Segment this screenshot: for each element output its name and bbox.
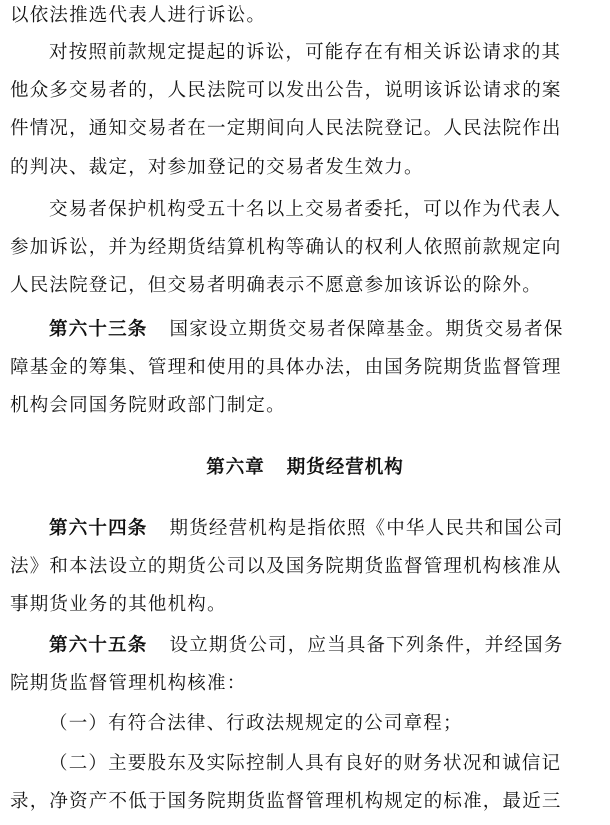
chapter-number: 第六章 — [206, 457, 265, 478]
chapter-heading — [0, 456, 610, 480]
article-paragraph-65 — [49, 634, 602, 658]
text-line: 事期货业务的其他机构。 — [10, 594, 227, 615]
text-line: 国家设立期货交易者保障基金。期货交易者保 — [169, 319, 564, 340]
text-line: 他众多交易者的，人民法院可以发出公告，说明该诉讼请求的案 — [10, 80, 562, 101]
text-line: 法》和本法设立的期货公司以及国务院期货监督管理机构核准从 — [10, 556, 562, 577]
article-number: 第六十三条 — [49, 319, 148, 340]
article-number: 第六十四条 — [49, 518, 148, 539]
text-line: 参加诉讼，并为经期货结算机构等确认的权利人依照前款规定向 — [10, 237, 562, 258]
text-line: 的判决、裁定，对参加登记的交易者发生效力。 — [10, 157, 424, 178]
text-line: 院期货监督管理机构核准： — [10, 673, 247, 694]
text-line: 对按照前款规定提起的诉讼，可能存在有相关诉讼请求的其 — [49, 42, 562, 63]
text-line: 设立期货公司，应当具备下列条件，并经国务 — [169, 635, 564, 656]
text-line: 机构会同国务院财政部门制定。 — [10, 395, 286, 416]
text-line: 障基金的筹集、管理和使用的具体办法，由国务院期货监督管理 — [10, 357, 562, 378]
article-paragraph-64 — [49, 517, 602, 541]
text-line: 件情况，通知交易者在一定期间向人民法院登记。人民法院作出 — [10, 118, 562, 139]
list-item: （二）主要股东及实际控制人具有良好的财务状况和诚信记 — [49, 753, 562, 774]
article-paragraph-63 — [49, 318, 602, 342]
article-number: 第六十五条 — [49, 635, 148, 656]
text-line: 录，净资产不低于国务院期货监督管理机构规定的标准，最近三 — [10, 791, 562, 812]
list-item: （一）有符合法律、行政法规规定的公司章程； — [49, 713, 463, 734]
text-line: 交易者保护机构受五十名以上交易者委托，可以作为代表人 — [49, 199, 562, 220]
text-line: 人民法院登记，但交易者明确表示不愿意参加该诉讼的除外。 — [10, 275, 542, 296]
text-line: 以依法推选代表人进行诉讼。 — [10, 5, 267, 26]
chapter-title: 期货经营机构 — [286, 457, 404, 478]
text-line: 期货经营机构是指依照《中华人民共和国公司 — [169, 518, 564, 539]
